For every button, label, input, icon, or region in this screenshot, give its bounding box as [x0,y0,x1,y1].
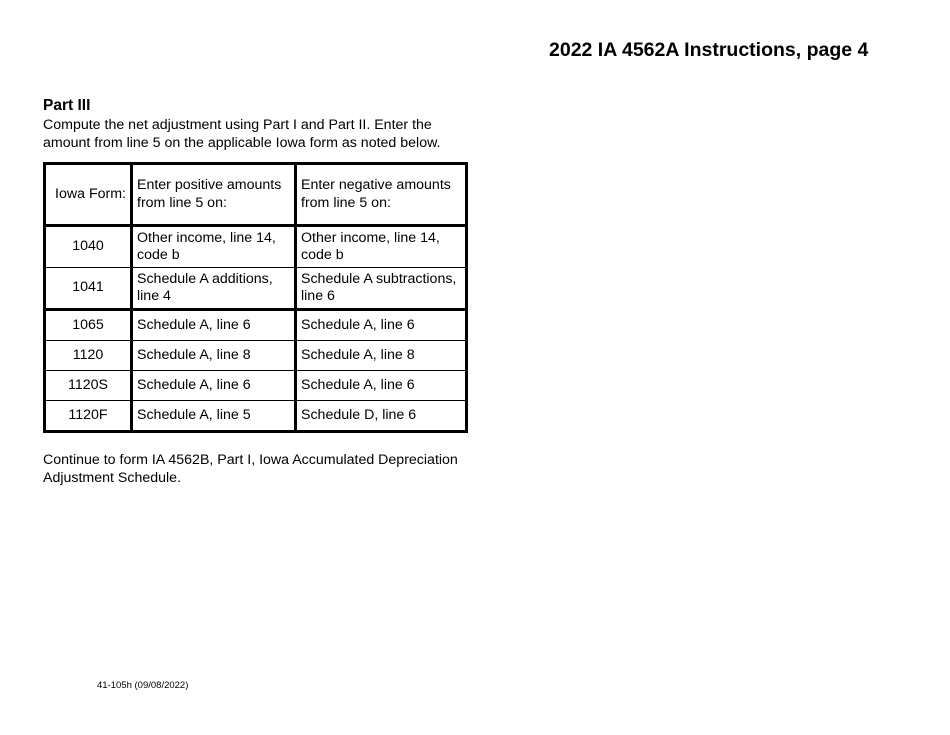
negative-amount-cell: Schedule A, line 8 [296,341,467,371]
column-header-positive: Enter positive amounts from line 5 on: [132,164,296,226]
table-row [45,341,467,371]
positive-amount-cell: Other income, line 14, code b [132,226,296,268]
page-title: 2022 IA 4562A Instructions, page 4 [549,39,869,61]
table-header-row [45,164,467,226]
positive-amount-cell: Schedule A additions, line 4 [132,268,296,310]
table-row [45,226,467,268]
negative-amount-cell: Other income, line 14, code b [296,226,467,268]
negative-amount-cell: Schedule A, line 6 [296,310,467,341]
iowa-form-table [43,162,468,433]
form-number-cell: 1120F [45,401,132,432]
column-header-iowa-form: Iowa Form: [45,164,132,226]
table-row [45,371,467,401]
section-heading: Part III [43,97,91,114]
table-row [45,268,467,310]
column-header-negative: Enter negative amounts from line 5 on: [296,164,467,226]
table-row [45,401,467,432]
positive-amount-cell: Schedule A, line 6 [132,371,296,401]
continue-instruction: Continue to form IA 4562B, Part I, Iowa Accumulated Depreciation Adjustment Schedule. [43,452,458,486]
table-row [45,310,467,341]
form-number-cell: 1120 [45,341,132,371]
negative-amount-cell: Schedule A, line 6 [296,371,467,401]
positive-amount-cell: Schedule A, line 6 [132,310,296,341]
negative-amount-cell: Schedule D, line 6 [296,401,467,432]
positive-amount-cell: Schedule A, line 8 [132,341,296,371]
form-number-cell: 1065 [45,310,132,341]
form-number-cell: 1120S [45,371,132,401]
intro-paragraph: Compute the net adjustment using Part I and Part II. Enter the amount from line 5 on the applicable Iowa form as noted below. [43,117,441,151]
form-number-cell: 1041 [45,268,132,310]
form-number-cell: 1040 [45,226,132,268]
negative-amount-cell: Schedule A subtractions, line 6 [296,268,467,310]
form-revision-code: 41-105h (09/08/2022) [97,680,189,691]
positive-amount-cell: Schedule A, line 5 [132,401,296,432]
